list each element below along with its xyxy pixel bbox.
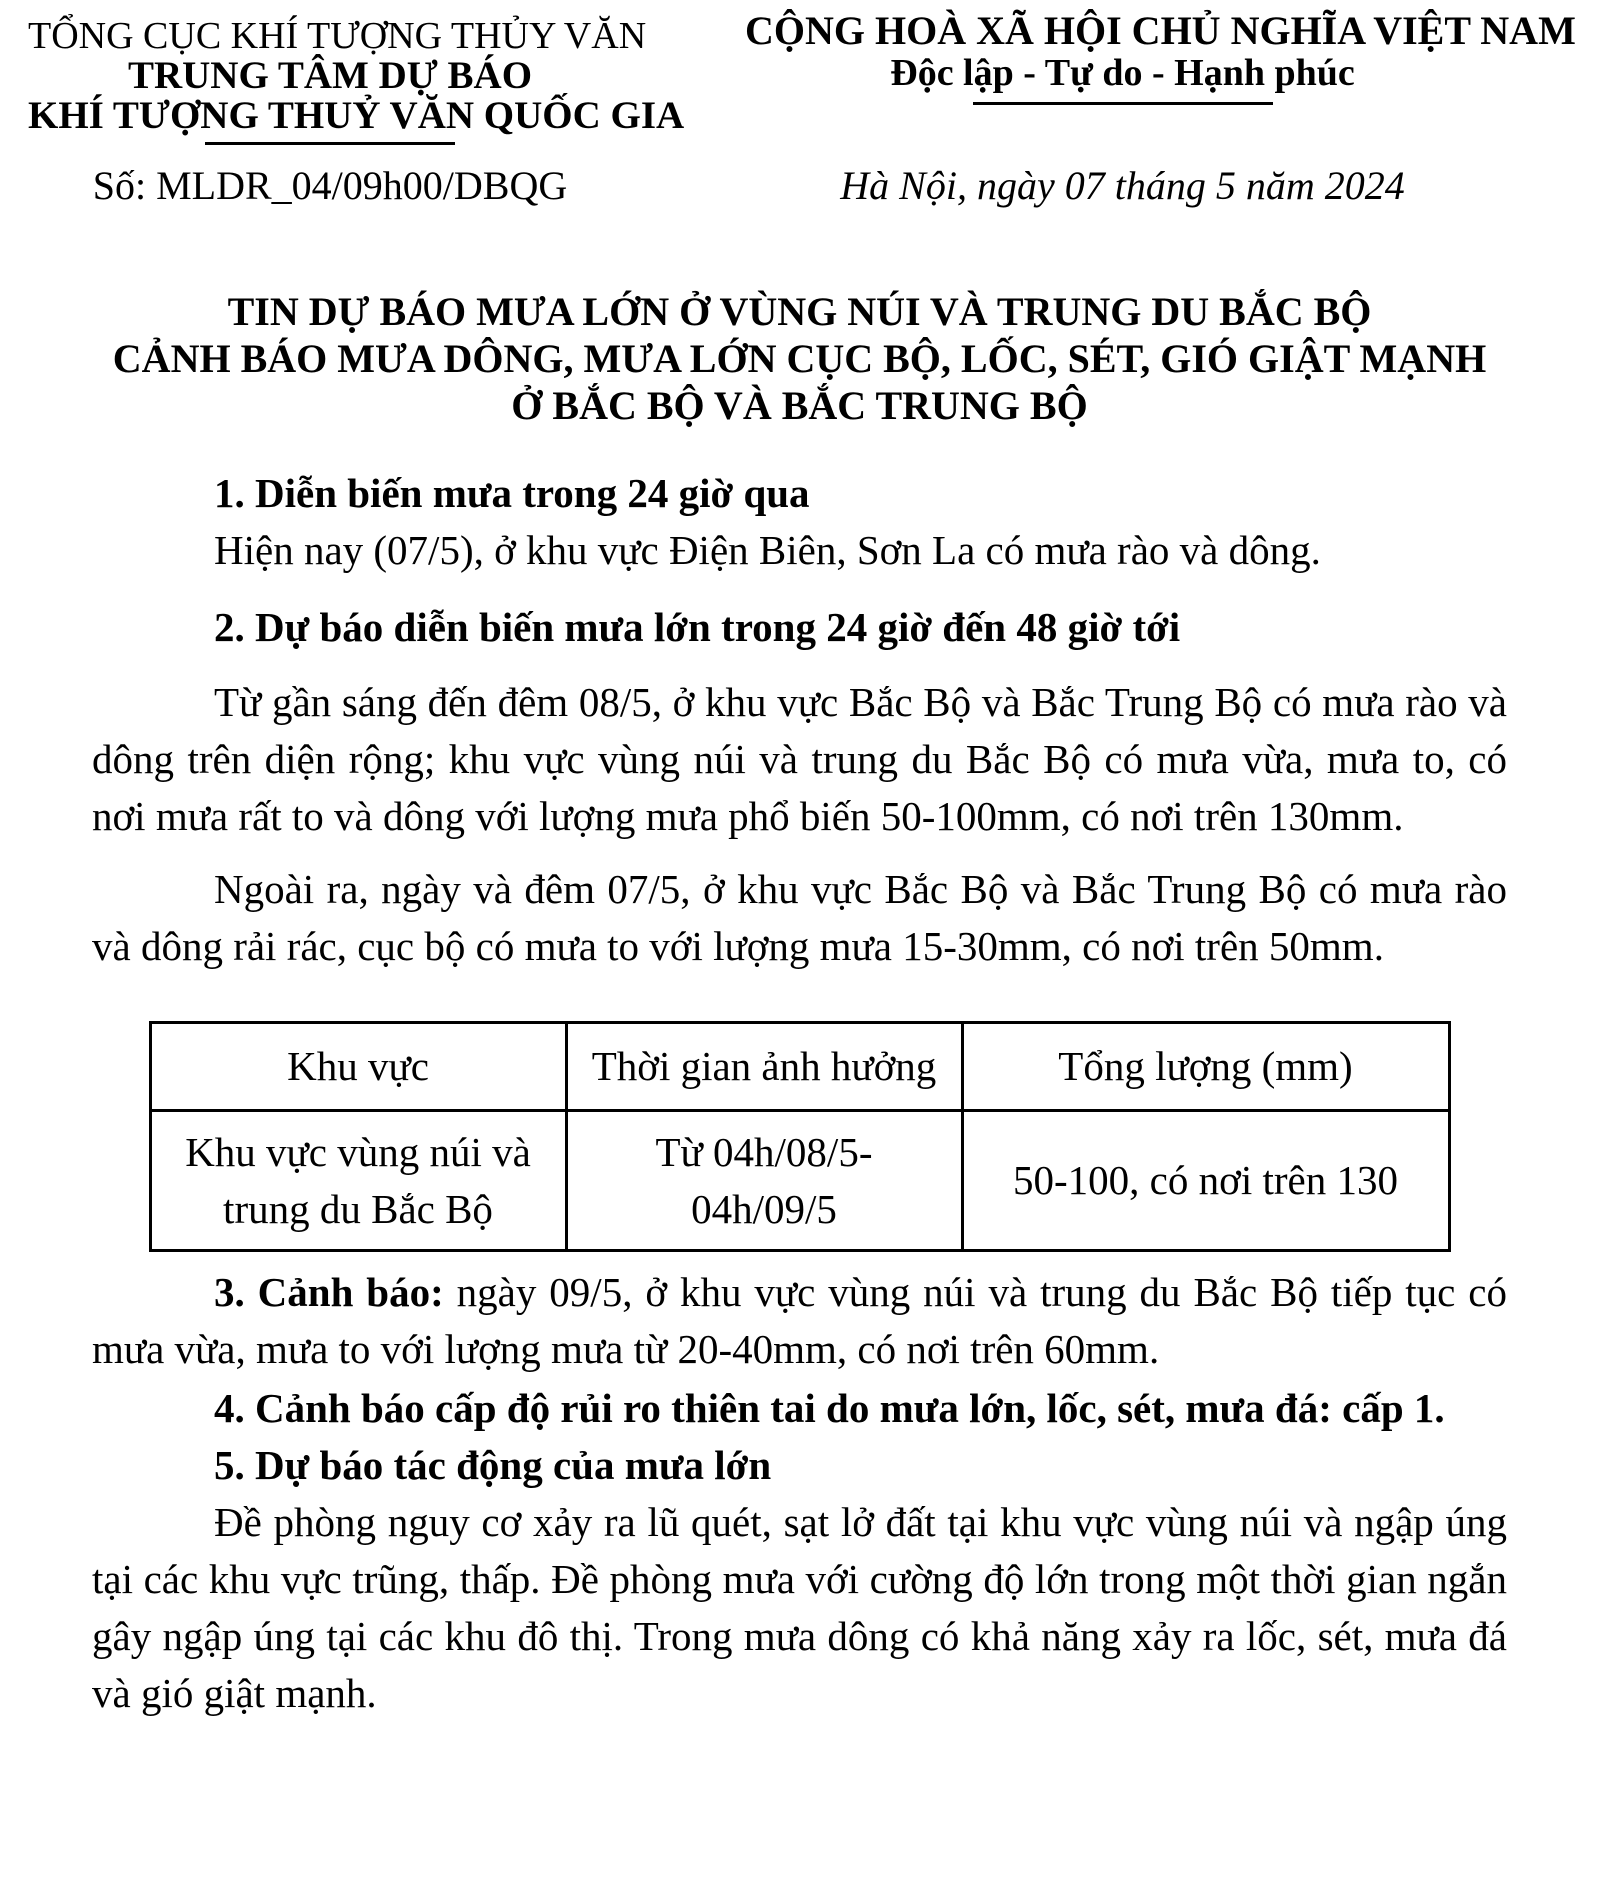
section-1-heading: 1. Diễn biến mưa trong 24 giờ qua xyxy=(214,470,810,516)
table-cell-amount: 50-100, có nơi trên 130 xyxy=(962,1111,1449,1251)
table-row xyxy=(150,1111,1449,1251)
table-header-time: Thời gian ảnh hưởng xyxy=(566,1023,962,1111)
document-title xyxy=(92,288,1507,429)
section-5-paragraph: Đề phòng nguy cơ xảy ra lũ quét, sạt lở đất tại khu vực vùng núi và ngập úng tại các khu vực trũng, thấp. Đề phòng mưa với cường độ lớn trong một thời gian ngắn gây ngập úng tại các khu đô thị. Trong mưa dông có khả năng xảy ra lốc, sét, mưa đá và gió giật mạnh. xyxy=(92,1499,1507,1716)
table-cell-time: Từ 04h/08/5- 04h/09/5 xyxy=(566,1111,962,1251)
org-name-line1: TRUNG TÂM DỰ BÁO xyxy=(127,54,533,97)
table-header-region: Khu vực xyxy=(150,1023,566,1111)
title-line-1: TIN DỰ BÁO MƯA LỚN Ở VÙNG NÚI VÀ TRUNG DU BẮC BỘ xyxy=(227,289,1372,334)
section-3-label: 3. Cảnh báo: xyxy=(214,1269,444,1315)
org-parent-name: TỔNG CỤC KHÍ TƯỢNG THỦY VĂN xyxy=(28,15,647,57)
section-5-heading: 5. Dự báo tác động của mưa lớn xyxy=(214,1442,772,1488)
place-and-date: Hà Nội, ngày 07 tháng 5 năm 2024 xyxy=(840,163,1405,208)
table-header-row xyxy=(150,1023,1449,1111)
title-line-2: CẢNH BÁO MƯA DÔNG, MƯA LỚN CỤC BỘ, LỐC, SÉT, GIÓ GIẬT MẠNH xyxy=(112,336,1487,381)
section-1-paragraph: Hiện nay (07/5), ở khu vực Điện Biên, Sơn La có mưa rào và dông. xyxy=(214,527,1321,573)
motto-underline xyxy=(973,102,1273,105)
rainfall-forecast-table xyxy=(149,1021,1451,1252)
section-3-paragraph xyxy=(92,1264,1507,1378)
section-4-heading: 4. Cảnh báo cấp độ rủi ro thiên tai do mưa lớn, lốc, sét, mưa đá: cấp 1. xyxy=(214,1385,1445,1431)
section-2-paragraph-2: Ngoài ra, ngày và đêm 07/5, ở khu vực Bắc Bộ và Bắc Trung Bộ có mưa rào và dông rải rác, cục bộ có mưa to với lượng mưa 15-30mm, có nơi trên 50mm. xyxy=(92,866,1507,969)
document-body xyxy=(92,288,1507,1722)
issuing-org-block xyxy=(28,15,685,145)
table-header-amount: Tổng lượng (mm) xyxy=(962,1023,1449,1111)
table-cell-region: Khu vực vùng núi và trung du Bắc Bộ xyxy=(150,1111,566,1251)
national-motto: Độc lập - Tự do - Hạnh phúc xyxy=(890,52,1355,94)
org-name-line2: KHÍ TƯỢNG THUỶ VĂN QUỐC GIA xyxy=(28,94,685,137)
national-header-block xyxy=(745,8,1576,105)
national-title: CỘNG HOÀ XÃ HỘI CHỦ NGHĨA VIỆT NAM xyxy=(745,8,1576,53)
section-2-paragraph-1: Từ gần sáng đến đêm 08/5, ở khu vực Bắc Bộ và Bắc Trung Bộ có mưa rào và dông trên diện rộng; khu vực vùng núi và trung du Bắc Bộ có mưa vừa, mưa to, có nơi mưa rất to và dông với lượng mưa phổ biến 50-100mm, có nơi trên 130mm. xyxy=(92,679,1507,839)
section-2-heading: 2. Dự báo diễn biến mưa lớn trong 24 giờ đến 48 giờ tới xyxy=(214,604,1181,650)
title-line-3: Ở BẮC BỘ VÀ BẮC TRUNG BỘ xyxy=(511,383,1088,428)
document-number: Số: MLDR_04/09h00/DBQG xyxy=(92,163,568,208)
org-underline xyxy=(205,142,455,145)
section-3-text: ngày 09/5, ở khu vực vùng núi và trung du Bắc Bộ tiếp tục có mưa vừa, mưa to với lượng mưa từ 20-40mm, có nơi trên 60mm. xyxy=(92,1269,1507,1372)
